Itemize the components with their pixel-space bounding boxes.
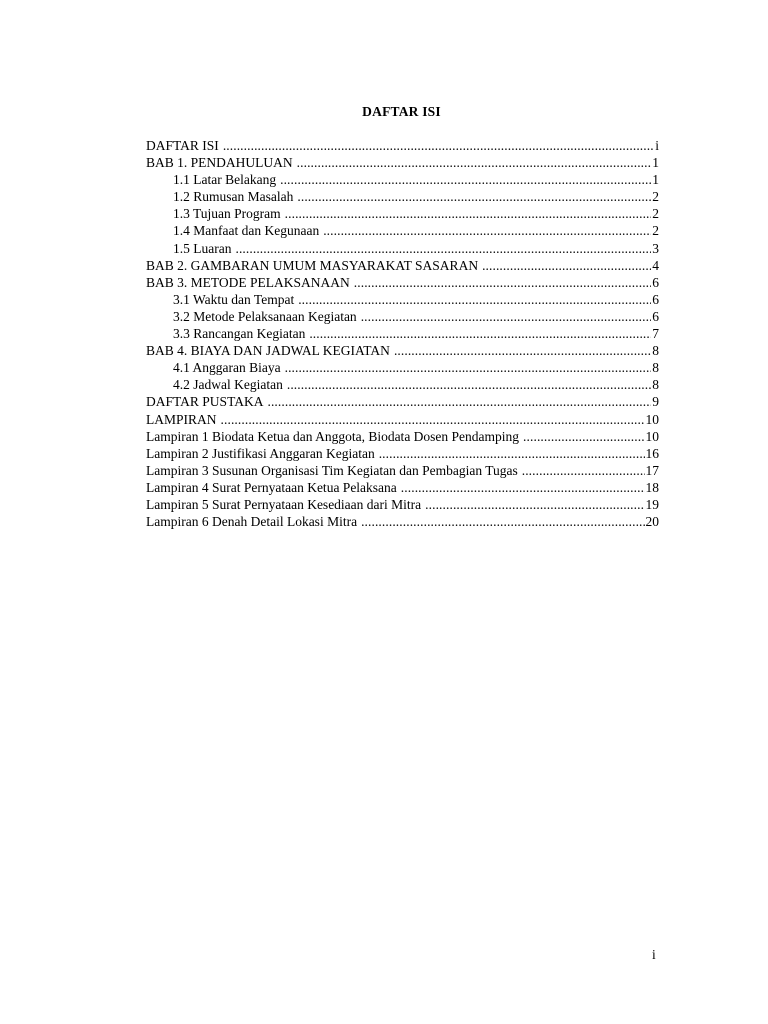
- toc-entry-title: Lampiran 2 Justifikasi Anggaran Kegiatan: [146, 445, 375, 461]
- toc-entry: [146, 154, 659, 171]
- toc-entry-page: 6: [652, 308, 659, 324]
- toc-entry-title: BAB 4. BIAYA DAN JADWAL KEGIATAN: [146, 343, 390, 359]
- toc-entry: [146, 359, 659, 376]
- toc-entry: [146, 496, 659, 513]
- toc-entry: [146, 240, 659, 257]
- toc-entry-page: 4: [652, 257, 659, 273]
- toc-entry-title: Lampiran 5 Surat Pernyataan Kesediaan dari Mitra: [146, 496, 422, 512]
- toc-entry-title: Lampiran 1 Biodata Ketua dan Anggota, Biodata Dosen Pendamping: [146, 428, 520, 444]
- toc-entry-title: Lampiran 4 Surat Pernyataan Ketua Pelaksana: [146, 479, 397, 495]
- toc-leader-dots: [361, 308, 652, 325]
- toc-entry-title: 3.2 Metode Pelaksanaan Kegiatan: [173, 308, 357, 324]
- toc-leader-dots: [401, 479, 645, 496]
- toc-entry-page: 10: [645, 411, 659, 427]
- toc-entry-title: 4.1 Anggaran Biaya: [173, 360, 281, 376]
- toc-entry-title: DAFTAR ISI: [146, 138, 219, 153]
- toc-entry: [146, 171, 659, 188]
- toc-entry-page: 6: [652, 291, 659, 307]
- toc-entry-title: LAMPIRAN: [146, 411, 217, 427]
- toc-entry-title: DAFTAR PUSTAKA: [146, 394, 264, 410]
- toc-entry: [146, 393, 659, 410]
- toc-entry-title: 1.5 Luaran: [173, 240, 232, 256]
- toc-entry-page: i: [655, 138, 659, 153]
- toc-leader-dots: [280, 171, 651, 188]
- toc-entry-page: 3: [652, 240, 659, 256]
- toc-entry-title: 3.3 Rancangan Kegiatan: [173, 326, 306, 342]
- toc-leader-dots: [523, 428, 644, 445]
- toc-entry-page: 18: [645, 479, 659, 495]
- toc-leader-dots: [223, 137, 654, 154]
- toc-entry: [146, 257, 659, 274]
- toc-entry-page: 8: [652, 343, 659, 359]
- toc-leader-dots: [297, 154, 652, 171]
- toc-entry-page: 16: [645, 445, 659, 461]
- toc-entry-title: 1.2 Rumusan Masalah: [173, 189, 294, 205]
- toc-leader-dots: [354, 274, 651, 291]
- toc-entry-page: 2: [652, 206, 659, 222]
- toc-entry: [146, 479, 659, 496]
- toc-entry: [146, 513, 659, 530]
- toc-entry: [146, 205, 659, 222]
- toc-entry: [146, 291, 659, 308]
- toc-entry-title: 1.1 Latar Belakang: [173, 172, 277, 188]
- toc-entry-title: BAB 1. PENDAHULUAN: [146, 155, 293, 171]
- toc-leader-dots: [361, 513, 644, 530]
- table-of-contents: [146, 137, 659, 530]
- toc-leader-dots: [235, 240, 651, 257]
- toc-entry-title: Lampiran 6 Denah Detail Lokasi Mitra: [146, 514, 358, 530]
- toc-entry-page: 19: [645, 496, 659, 512]
- toc-entry: [146, 376, 659, 393]
- toc-entry-page: 2: [652, 223, 659, 239]
- toc-entry: [146, 342, 659, 359]
- toc-entry-page: 7: [652, 326, 659, 342]
- toc-entry-page: 6: [652, 274, 659, 290]
- toc-entry: [146, 325, 659, 342]
- toc-entry: [146, 137, 659, 154]
- toc-entry-page: 10: [645, 428, 659, 444]
- toc-leader-dots: [285, 205, 652, 222]
- toc-leader-dots: [285, 359, 652, 376]
- toc-entry: [146, 308, 659, 325]
- toc-leader-dots: [309, 325, 651, 342]
- toc-entry-title: 3.1 Waktu dan Tempat: [173, 291, 295, 307]
- toc-leader-dots: [297, 188, 651, 205]
- toc-leader-dots: [267, 393, 651, 410]
- toc-entry-title: BAB 3. METODE PELAKSANAAN: [146, 274, 350, 290]
- toc-entry: [146, 445, 659, 462]
- toc-entry-title: 1.4 Manfaat dan Kegunaan: [173, 223, 320, 239]
- toc-entry-page: 17: [645, 462, 659, 478]
- toc-entry-page: 8: [652, 360, 659, 376]
- toc-entry: [146, 462, 659, 479]
- toc-entry-page: 8: [652, 377, 659, 393]
- toc-leader-dots: [323, 222, 651, 239]
- page-title: DAFTAR ISI: [362, 104, 441, 119]
- toc-entry-title: 4.2 Jadwal Kegiatan: [173, 377, 283, 393]
- toc-leader-dots: [298, 291, 651, 308]
- toc-entry: [146, 188, 659, 205]
- toc-entry: [146, 222, 659, 239]
- toc-leader-dots: [394, 342, 651, 359]
- toc-leader-dots: [287, 376, 651, 393]
- toc-entry-page: 20: [645, 514, 659, 530]
- toc-entry: [146, 411, 659, 428]
- toc-leader-dots: [379, 445, 645, 462]
- toc-entry-title: Lampiran 3 Susunan Organisasi Tim Kegiatan dan Pembagian Tugas: [146, 462, 518, 478]
- toc-entry: [146, 274, 659, 291]
- toc-entry-page: 1: [652, 172, 659, 188]
- toc-entry-page: 1: [652, 155, 659, 171]
- toc-entry: [146, 428, 659, 445]
- toc-entry-page: 9: [652, 394, 659, 410]
- toc-entry-title: BAB 2. GAMBARAN UMUM MASYARAKAT SASARAN: [146, 257, 479, 273]
- page-number: i: [652, 947, 656, 962]
- toc-leader-dots: [221, 411, 645, 428]
- toc-entry-page: 2: [652, 189, 659, 205]
- toc-entry-title: 1.3 Tujuan Program: [173, 206, 281, 222]
- toc-leader-dots: [425, 496, 644, 513]
- toc-leader-dots: [522, 462, 645, 479]
- toc-leader-dots: [482, 257, 651, 274]
